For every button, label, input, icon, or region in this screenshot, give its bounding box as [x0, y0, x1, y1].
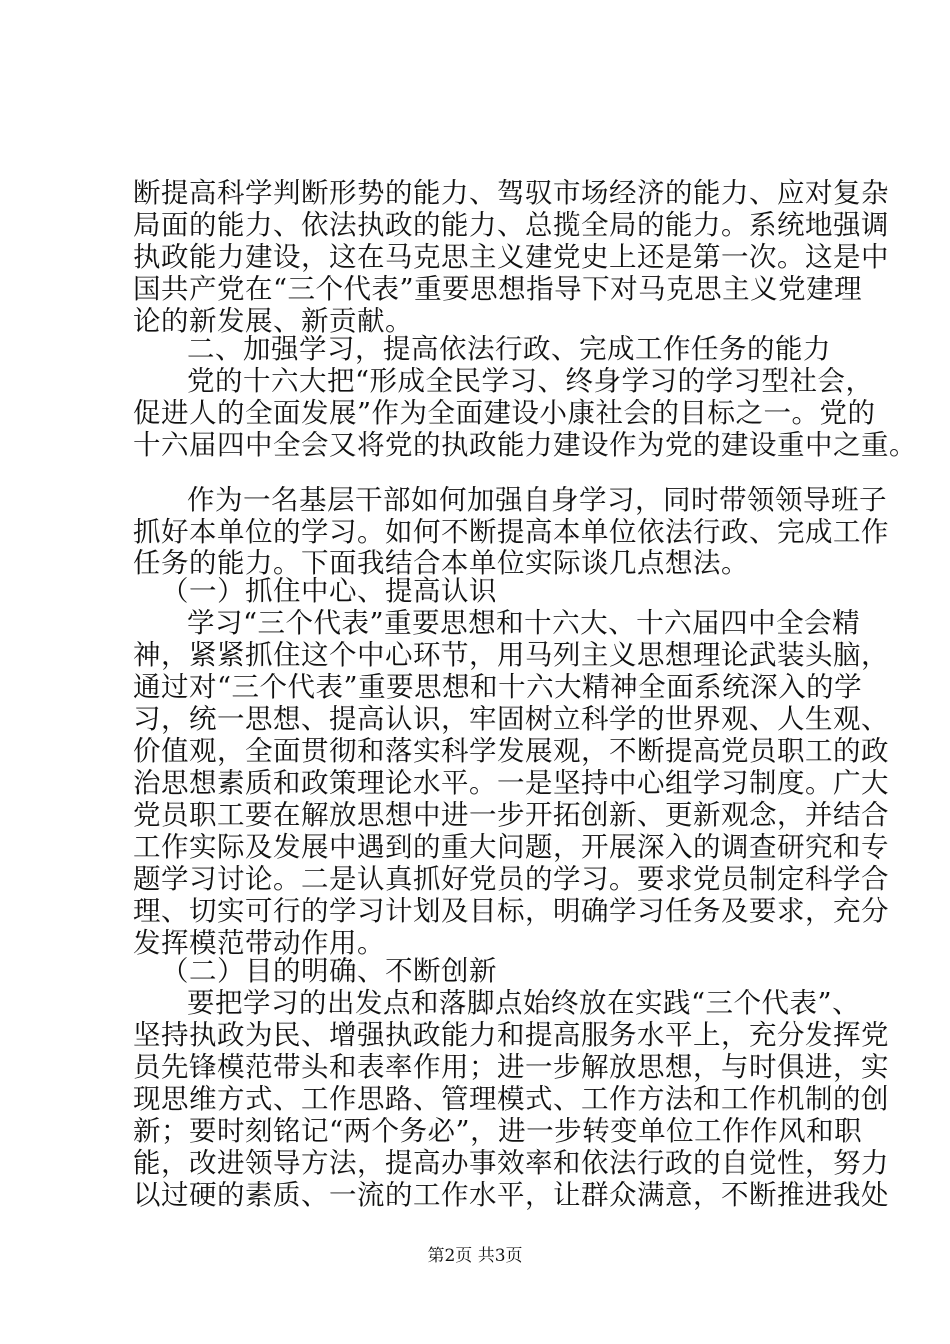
text-line: 价值观，全面贯彻和落实科学发展观，不断提高党员职工的政 — [133, 735, 889, 767]
text-line: 能，改进领导方法，提高办事效率和依法行政的自觉性，努力 — [133, 1147, 889, 1179]
text-line: 坚持执政为民、增强执政能力和提高服务水平上，充分发挥党 — [133, 1019, 889, 1051]
text-line: 发挥模范带动作用。 — [133, 927, 385, 959]
text-line: 神，紧紧抓住这个中心环节，用马列主义思想理论武装头脑， — [133, 639, 889, 671]
subsection-heading: （一）抓住中心、提高认识 — [161, 575, 497, 607]
text-line: 学习“三个代表”重要思想和十六大、十六届四中全会精 — [187, 607, 861, 639]
text-line: 通过对“三个代表”重要思想和十六大精神全面系统深入的学 — [133, 671, 863, 703]
subsection-heading: （二）目的明确、不断创新 — [161, 955, 497, 987]
text-line: 理、切实可行的学习计划及目标，明确学习任务及要求，充分 — [133, 895, 889, 927]
text-line: 局面的能力、依法执政的能力、总揽全局的能力。系统地强调 — [133, 209, 889, 241]
text-line: 论的新发展、新贡献。 — [133, 305, 413, 337]
text-line: 以过硬的素质、一流的工作水平，让群众满意，不断推进我处 — [133, 1179, 889, 1211]
text-line: 习，统一思想、提高认识，牢固树立科学的世界观、人生观、 — [133, 703, 889, 735]
text-line: 断提高科学判断形势的能力、驾驭市场经济的能力、应对复杂 — [133, 177, 889, 209]
text-line: 新；要时刻铭记“两个务必”，进一步转变单位工作作风和职 — [133, 1115, 863, 1147]
text-line: 十六届四中全会又将党的执政能力建设作为党的建设重中之重。 — [133, 429, 917, 461]
text-line: 党员职工要在解放思想中进一步开拓创新、更新观念，并结合 — [133, 799, 889, 831]
text-line: 题学习讨论。二是认真抓好党员的学习。要求党员制定科学合 — [133, 863, 889, 895]
page-number: 第2页 共3页 — [427, 1246, 523, 1266]
text-line: 任务的能力。下面我结合本单位实际谈几点想法。 — [133, 547, 749, 579]
section-heading: 二、加强学习，提高依法行政、完成工作任务的能力 — [187, 333, 831, 365]
text-line: 抓好本单位的学习。如何不断提高本单位依法行政、完成工作 — [133, 516, 889, 548]
text-line: 国共产党在“三个代表”重要思想指导下对马克思主义党建理 — [133, 273, 863, 305]
text-line: 执政能力建设，这在马克思主义建党史上还是第一次。这是中 — [133, 241, 889, 273]
text-line: 员先锋模范带头和表率作用；进一步解放思想，与时俱进，实 — [133, 1051, 889, 1083]
text-line: 党的十六大把“形成全民学习、终身学习的学习型社会， — [187, 365, 874, 397]
text-line: 要把学习的出发点和落脚点始终放在实践“三个代表”、 — [187, 987, 861, 1019]
text-line: 工作实际及发展中遇到的重大问题，开展深入的调查研究和专 — [133, 831, 889, 863]
text-line: 作为一名基层干部如何加强自身学习，同时带领领导班子 — [187, 484, 887, 516]
text-line: 现思维方式、工作思路、管理模式、工作方法和工作机制的创 — [133, 1083, 889, 1115]
text-line: 治思想素质和政策理论水平。一是坚持中心组学习制度。广大 — [133, 767, 889, 799]
text-line: 促进人的全面发展”作为全面建设小康社会的目标之一。党的 — [133, 397, 876, 429]
